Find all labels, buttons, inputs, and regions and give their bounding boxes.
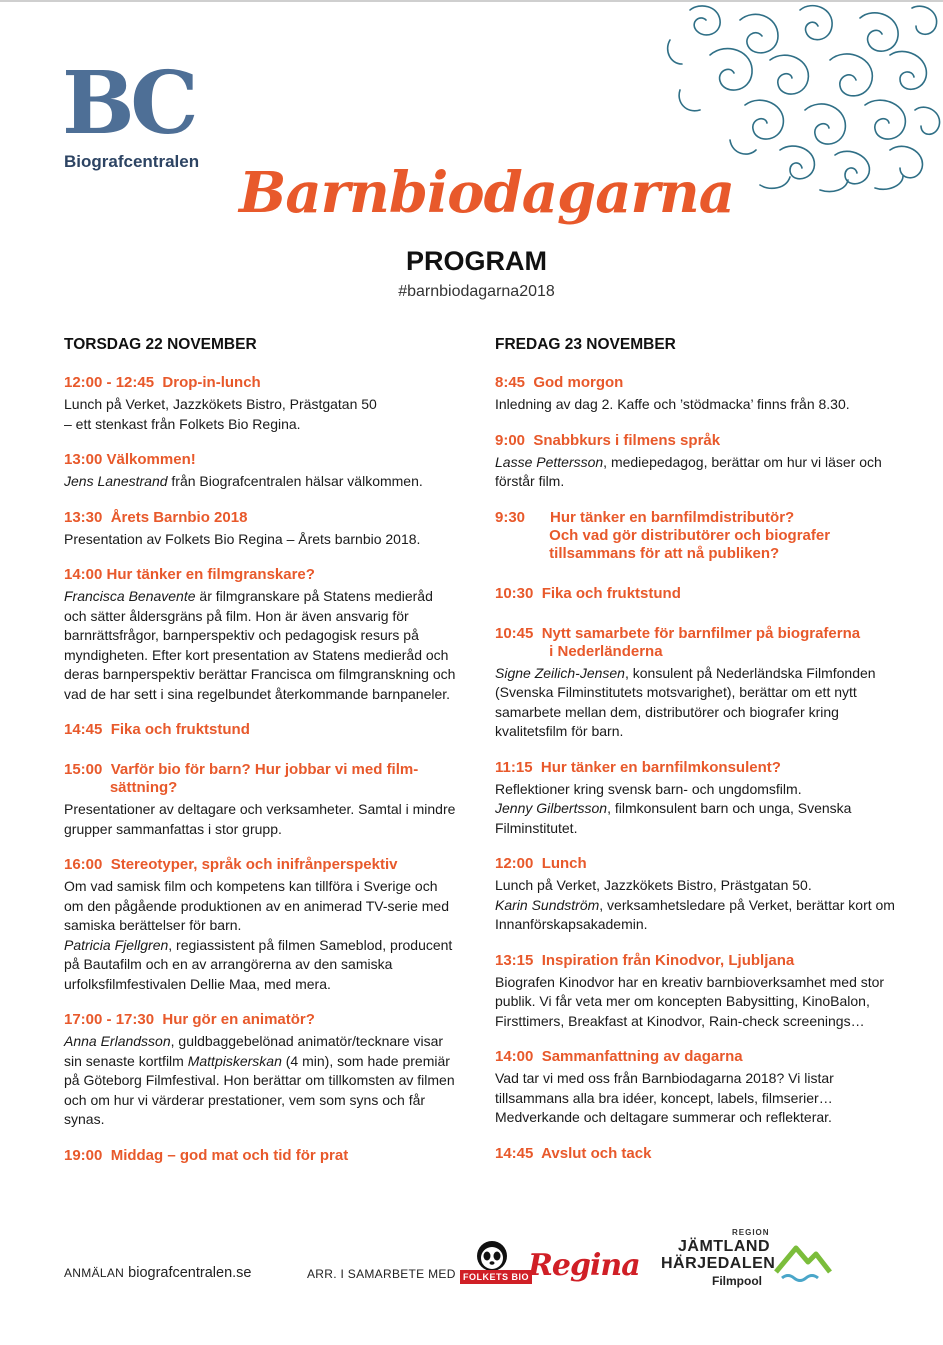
program-item (64, 451, 456, 492)
speaker-name: Jenny Gilbertsson (495, 800, 608, 816)
program-item (495, 509, 895, 563)
program-item (64, 721, 456, 739)
program-item-title: 10:30 Fika och fruktstund (495, 584, 681, 602)
program-item-title: 14:45 Fika och fruktstund (64, 721, 250, 738)
program-item-title: 14:00 Hur tänker en filmgranskare? (64, 566, 315, 583)
program-item-desc: Lunch på Verket, Jazzkökets Bistro, Prästgatan 50 – ett stenkast från Folkets Bio Regina. (64, 396, 377, 432)
filmpool-label: Filmpool (712, 1274, 762, 1288)
program-item-title: 19:00 Middag – god mat och tid för prat (64, 1146, 349, 1164)
program-item (64, 1147, 456, 1165)
program-item-title: 13:00 Välkommen! (64, 451, 196, 468)
friday-column (495, 336, 895, 1180)
program-item-text: Om vad samisk film och kompetens kan tillföra i Sverige och om den pågående produktionen av en animerad TV-serie med samiska berättelser för barn. (64, 878, 449, 933)
speaker-name: Karin Sundström (495, 896, 600, 913)
program-item-title: 15:00 Varför bio för barn? Hur jobbar vi med film- sättning? (64, 761, 419, 796)
harjedalen-label: HÄRJEDALEN (661, 1255, 776, 1272)
jamtland-label: JÄMTLAND (678, 1238, 770, 1255)
program-item-text: , guldbaggebelönad animatör/tecknare visar sin senaste kortfilm (64, 1033, 444, 1069)
program-item-desc (495, 876, 895, 935)
partner-label: ARR. I SAMARBETE MED (307, 1267, 456, 1281)
folkets-bio-regina-logo (460, 1238, 640, 1288)
program-item-text: , konsulent på Nederländska Filmfonden (Svenska Filminstitutets motsvarighet), berättar om ett nytt samarbete mellan dem, distributörer och biografer kring kvalitetsfilm för barn. (495, 664, 876, 739)
region-label: REGION (732, 1228, 770, 1237)
signup-info (64, 1265, 251, 1281)
regina-wordmark: Regina (528, 1248, 640, 1283)
program-item-title: 17:00 - 17:30 Hur gör en animatör? (64, 1011, 315, 1028)
program-item (495, 855, 895, 935)
program-heading: PROGRAM (406, 246, 547, 276)
logo-letters: BC (62, 53, 193, 154)
program-item-text: , mediepedagog, berättar om hur vi läser och förstår film. (495, 453, 882, 489)
hashtag: #barnbiodagarna2018 (398, 283, 555, 300)
program-item-desc (64, 1032, 456, 1130)
program-item-desc (64, 877, 456, 994)
program-item-desc: Inledning av dag 2. Kaffe och ’stödmacka’ finns från 8.30. (495, 396, 850, 412)
program-item-desc (495, 453, 895, 492)
program-item-title: 16:00 Stereotyper, språk och inifrånperspektiv (64, 856, 398, 873)
program-item-desc (64, 587, 456, 704)
program-item-title: 9:00 Snabbkurs i filmens språk (495, 431, 721, 449)
speaker-name: Anna Erlandsson (64, 1033, 171, 1049)
program-item-title: 13:30 Årets Barnbio 2018 (64, 508, 248, 526)
program-item (495, 952, 895, 1032)
program-item (495, 585, 895, 603)
program-item (495, 759, 895, 839)
program-item (64, 509, 456, 550)
program-item-title: 12:00 Lunch (495, 855, 587, 872)
program-item-text: , regiassistent på filmen Sameblod, producent på Bautafilm och en av arrangörerna av den samiska urfolksfilmfestivalen Dellie Maa, med mera. (64, 936, 453, 992)
program-item (64, 856, 456, 994)
program-item (495, 432, 895, 492)
program-item (64, 374, 456, 434)
program-item-title: 8:45 God morgon (495, 374, 624, 391)
program-item-title: 14:45 Avslut och tack (495, 1144, 652, 1162)
program-item-desc (64, 472, 456, 492)
day-heading: TORSDAG 22 NOVEMBER (64, 336, 257, 353)
program-item-desc (495, 664, 895, 742)
speaker-name: Jens Lanestrand (64, 473, 168, 489)
speaker-name: Lasse Pettersson (495, 453, 604, 470)
program-item-text: (4 min), som hade premiär på Göteborg Filmfestival. Hon berättar om tillkomsten av filmen och om hur vi värderar prestationer, vem som syns och får synas. (64, 1052, 455, 1127)
program-item-title: 13:15 Inspiration från Kinodvor, Ljubljana (495, 951, 795, 969)
program-item-desc: Presentationer av deltagare och verksamheter. Samtal i mindre grupper sammanfattas i stor grupp. (64, 801, 456, 837)
program-item (495, 1145, 895, 1163)
signup-link[interactable]: biografcentralen.se (128, 1265, 252, 1281)
program-item-title: 11:15 Hur tänker en barnfilmkonsulent? (495, 758, 781, 776)
program-item (495, 374, 895, 415)
program-item-text: är filmgranskare på Statens medieråd och sätter åldersgräns på film. Hon är även ansvarig för barnrättsfrågor, barnperspektiv och pedagogisk resurs på myndigheten. Efter kort presentation av Statens medieråd och deras barnperspektiv berättar Francisca om filmgranskning och vad de har sett i sina regelbundet återkommande barnpaneler. (64, 588, 456, 702)
program-item-desc: Presentation av Folkets Bio Regina – Årets barnbio 2018. (64, 530, 421, 547)
film-title: Mattpiskerskan (187, 1052, 282, 1069)
program-item-desc: Vad tar vi med oss från Barnbiodagarna 2018? Vi listar tillsammans alla bra idéer, koncept, labels, filmserier… Medverkande och deltagare summerar och reflekterar. (495, 1070, 834, 1125)
program-item-title: 9:30 Hur tänker en barnfilmdistributör? Och vad gör distributörer och biografer tillsammans för att nå publiken? (495, 508, 831, 562)
program-item (64, 566, 456, 704)
mountain-icon (772, 1242, 832, 1284)
program-item (495, 625, 895, 742)
program-item-text: från Biografcentralen hälsar välkommen. (167, 473, 423, 489)
speaker-name: Patricia Fjellgren (64, 936, 169, 953)
program-item (64, 1011, 456, 1130)
speaker-name: Francisca Benavente (64, 588, 196, 604)
program-item-desc (495, 780, 895, 839)
program-item-text: Reflektioner kring svensk barn- och ungdomsfilm. (495, 780, 802, 797)
jamtland-harjedalen-filmpool-logo (660, 1228, 840, 1298)
program-item-text: , filmkonsulent barn och unga, Svenska Filminstitutet. (495, 800, 852, 836)
logo-name: Biografcentralen (64, 152, 200, 171)
program-item-title: 12:00 - 12:45 Drop-in-lunch (64, 374, 261, 391)
program-item-text: Lunch på Verket, Jazzkökets Bistro, Prästgatan 50. (495, 877, 812, 893)
day-heading: FREDAG 23 NOVEMBER (495, 336, 676, 353)
thursday-column (64, 336, 456, 1182)
program-item-title: 14:00 Sammanfattning av dagarna (495, 1048, 743, 1065)
folkets-bio-label: FOLKETS BIO (460, 1270, 532, 1284)
program-item (495, 1048, 895, 1128)
program-item-desc: Biografen Kinodvor har en kreativ barnbioverksamhet med stor publik. Vi får veta mer om koncepten Babysitting, KinoBalon, Firsttimers, Breakfast at Kinodvor, Rain-check screenings… (495, 973, 885, 1029)
speaker-name: Signe Zeilich-Jensen (495, 664, 625, 681)
program-item (64, 761, 456, 839)
program-item-title: 10:45 Nytt samarbete för barnfilmer på biograferna i Nederländerna (495, 624, 861, 660)
panda-icon (472, 1238, 512, 1274)
event-title: Barnbiodagarna (238, 160, 734, 226)
program-item-text: , verksamhetsledare på Verket, berättar kort om Innanförskapsakademin. (495, 896, 895, 932)
signup-label: ANMÄLAN (64, 1266, 125, 1280)
